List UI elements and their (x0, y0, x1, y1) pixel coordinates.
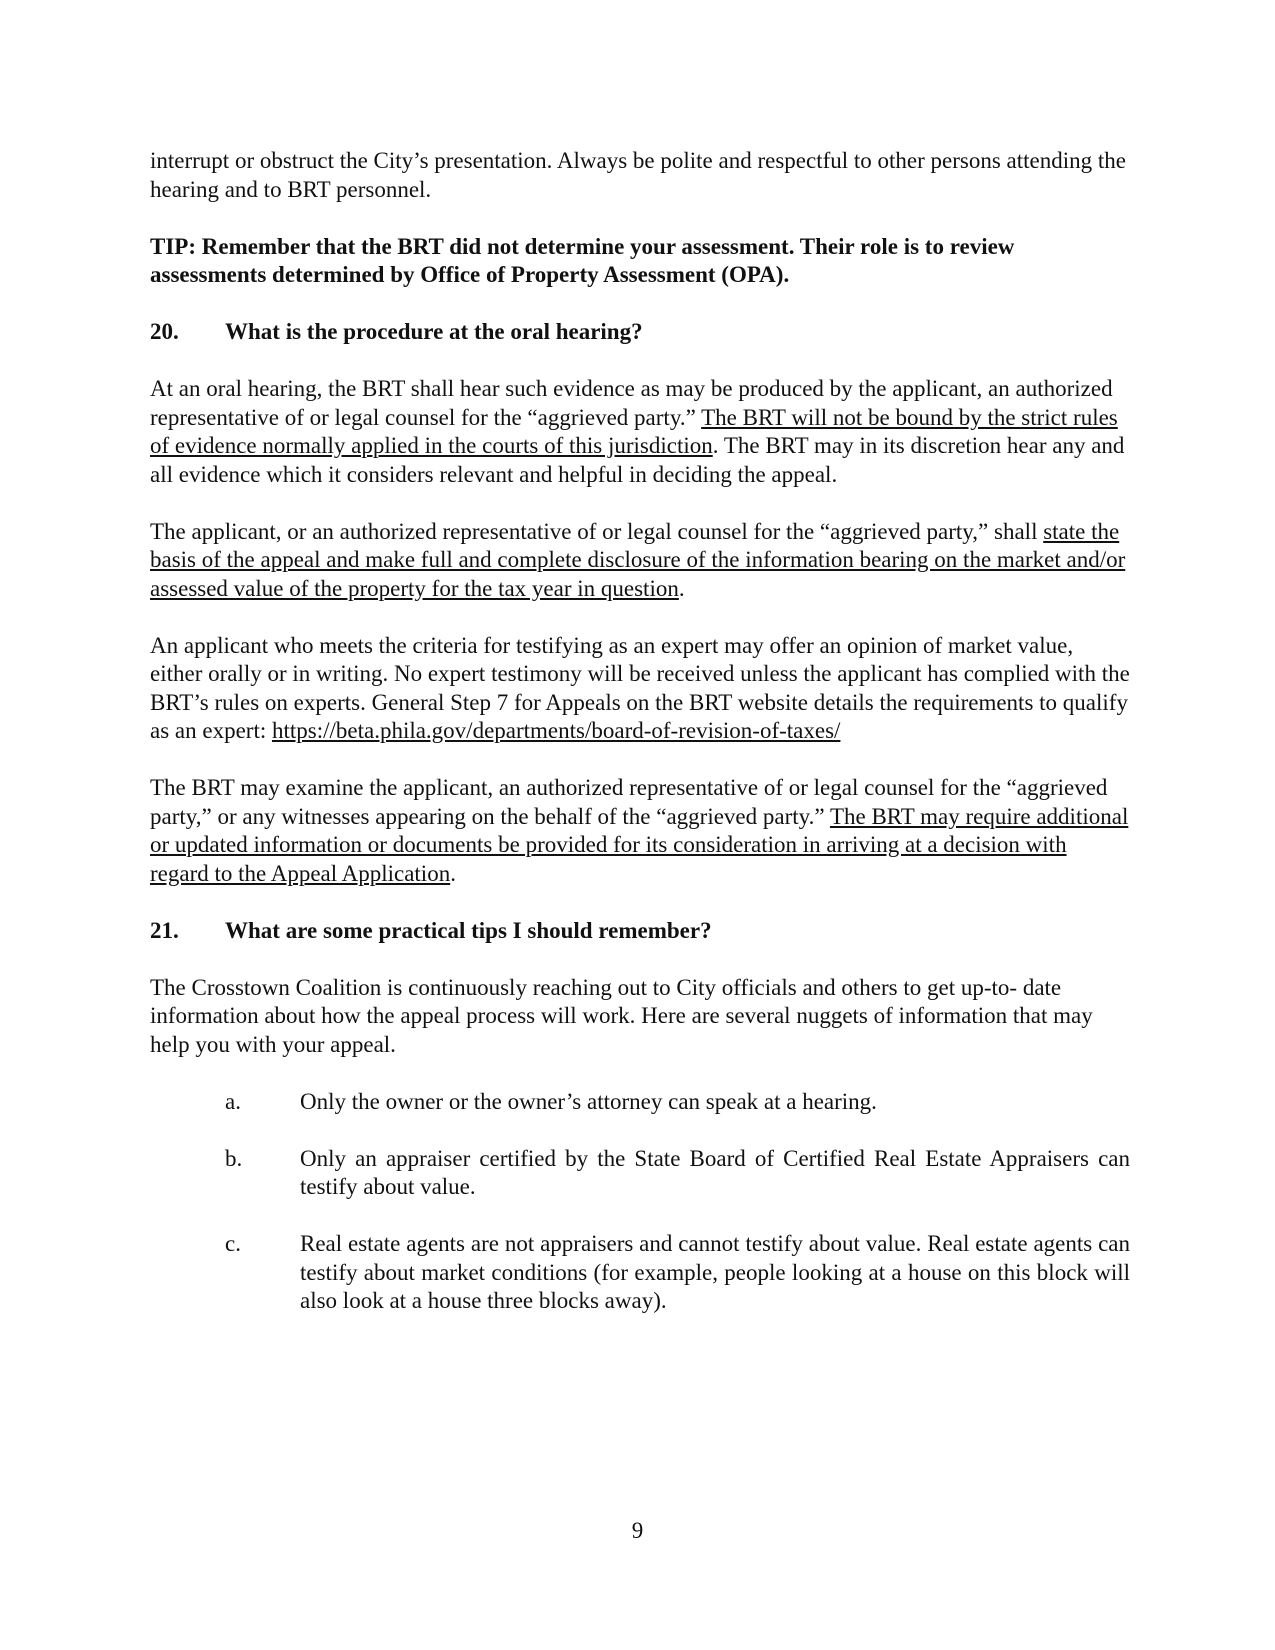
list-item-text: Only an appraiser certified by the State Board of Certified Real Estate Appraisers can testify about value. (300, 1145, 1130, 1199)
section-21-paragraph-1: The Crosstown Coalition is continuously reaching out to City officials and others to get up-to- date information about how the appeal process will work. Here are several nuggets of information that may help you with your appeal. (150, 974, 1093, 1057)
text-run: . (678, 575, 685, 601)
page-number: 9 (631, 1518, 644, 1543)
brt-website-link[interactable]: https://beta.phila.gov/departments/board-of-revision-of-taxes/ (271, 718, 841, 743)
underlined-text: The BRT will not be bound by the strict rules of evidence normally applied in the courts of this jurisdiction (150, 404, 1118, 458)
tips-list (150, 1088, 1130, 1316)
underlined-text: state the basis of the appeal and make full and complete disclosure of the information bearing on the market and/or assessed value of the property for the tax year in question (150, 518, 1126, 601)
intro-paragraph: interrupt or obstruct the City’s presentation. Always be polite and respectful to other persons attending the hearing and to BRT personnel. (150, 148, 1126, 202)
underlined-text: The BRT may require additional or updated information or documents be provided for its consideration in arriving at a decision with regard to the Appeal Application (150, 803, 1129, 886)
list-item-marker: a. (225, 1088, 241, 1114)
section-21-number: 21. (150, 917, 179, 943)
text-run: An applicant who meets the criteria for testifying as an expert may offer an opinion of market value, either orally or in writing. No expert testimony will be received unless the applicant has complied with the BRT’s rules on experts. General Step 7 for Appeals on the BRT website details the requirements to qualify as an expert: (150, 632, 1130, 743)
tip-paragraph: TIP: Remember that the BRT did not determine your assessment. Their role is to review assessments determined by Office of Property Assessment (OPA). (150, 233, 1015, 287)
section-21-heading (150, 917, 1130, 946)
section-20-heading (150, 318, 1130, 347)
text-run: The applicant, or an authorized representative of or legal counsel for the “aggrieved party,” shall (150, 518, 1044, 544)
section-20-paragraph-4 (150, 774, 1130, 888)
list-item (150, 1145, 1130, 1202)
text-run: . (450, 860, 456, 886)
section-20-number: 20. (150, 319, 179, 344)
text-run: The BRT may examine the applicant, an authorized representative of or legal counsel for the “aggrieved party,” or any witnesses appearing on the behalf of the “aggrieved party.” (150, 775, 1108, 829)
text-run: At an oral hearing, the BRT shall hear such evidence as may be produced by the applicant, an authorized representative of or legal counsel for the “aggrieved party.” (150, 376, 1113, 430)
section-20-title: What is the procedure at the oral hearing? (225, 319, 643, 344)
document-body (150, 147, 1130, 1316)
list-item-marker: c. (225, 1231, 241, 1256)
list-item-text: Only the owner or the owner’s attorney can speak at a hearing. (300, 1088, 877, 1114)
list-item (150, 1088, 1130, 1117)
text-run: . The BRT may in its discretion hear any and all evidence which it considers relevant and helpful in deciding the appeal. (150, 433, 1125, 487)
section-20-paragraph-3 (150, 632, 1130, 746)
section-21-title: What are some practical tips I should remember? (225, 917, 712, 943)
list-item-marker: b. (225, 1145, 243, 1171)
section-20-paragraph-1 (150, 375, 1130, 489)
section-20-paragraph-2 (150, 518, 1130, 604)
list-item-text: Real estate agents are not appraisers and cannot testify about value. Real estate agents can testify about market conditions (for example, people looking at a house on this block will also look at a house three blocks away). (300, 1231, 1130, 1313)
list-item (150, 1230, 1130, 1316)
